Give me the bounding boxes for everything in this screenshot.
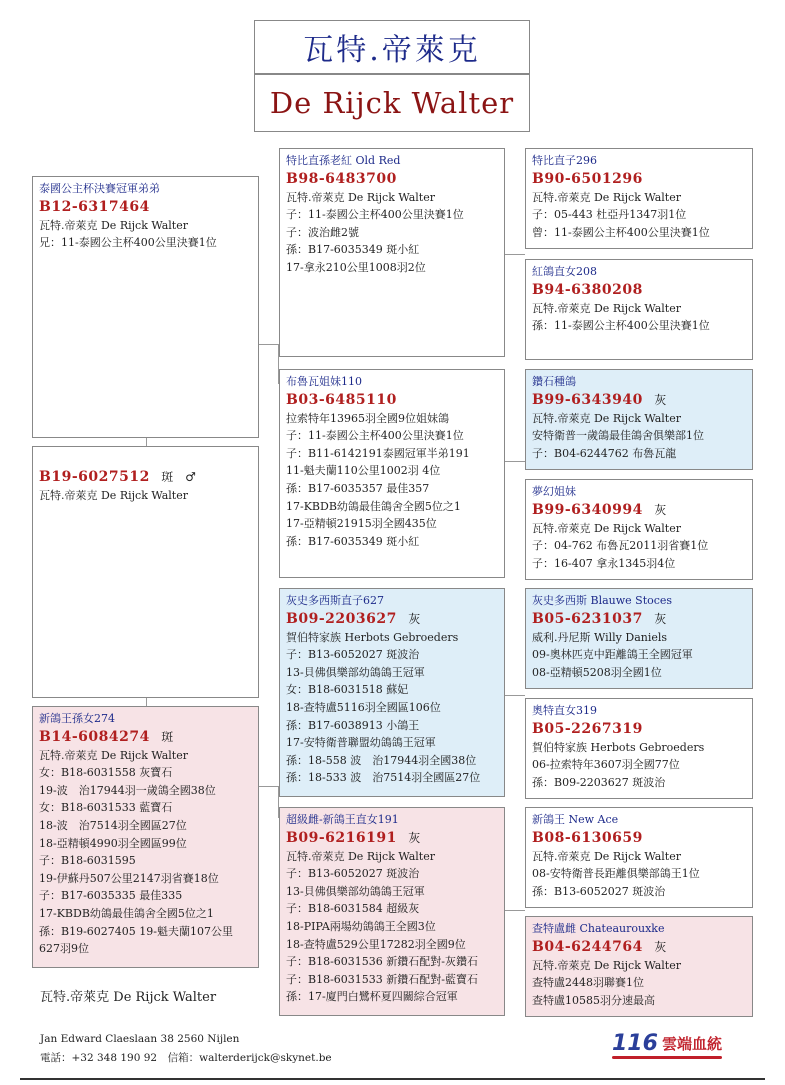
dd-line: 18-查特盧529公里17282羽全國9位: [286, 937, 466, 951]
dd-title: 超級雌-新鴿王直女191: [286, 813, 399, 826]
dsd-line: 孫：B09-2203627 斑波治: [532, 775, 666, 789]
ds-line: 孫：18-558 波 治17944羽全國38位: [286, 753, 477, 767]
dds-line: 瓦特.帝萊克 De Rijck Walter: [532, 849, 681, 863]
pedigree-sire-sire: [279, 148, 505, 357]
dd-ring-row: [286, 829, 498, 848]
sds-line: 瓦特.帝萊克 De Rijck Walter: [532, 411, 681, 425]
contact-info: 電話：+32 348 190 92 信箱：walterderijck@skynet.be: [40, 1052, 332, 1064]
dss-line: 威利.丹尼斯 Willy Daniels: [532, 630, 668, 644]
dd-line: 孫：17-廈門白鷺杯夏四關綜合冠軍: [286, 990, 458, 1004]
dam-line: 孫：B19-6027405 19-魁夫蘭107公里: [39, 924, 233, 938]
sds-ring: B99-6343940: [532, 391, 643, 408]
ds-ring: B09-2203627: [286, 610, 397, 627]
ddd-ring: B04-6244764: [532, 938, 643, 955]
ss-line: 子：波治雌2號: [286, 225, 359, 239]
ds-line: 13-貝佛俱樂部幼鴿鴿王冠軍: [286, 665, 425, 679]
pedigree-sss: [525, 148, 753, 249]
sd-line: 11-魁夫蘭110公里1002羽 4位: [286, 464, 441, 478]
dd-line: 瓦特.帝萊克 De Rijck Walter: [286, 849, 435, 863]
ss-line: 孫：B17-6035349 斑小紅: [286, 243, 420, 257]
owner-name: 瓦特.帝萊克 De Rijck Walter: [40, 990, 217, 1005]
dss-title: 灰史多西斯 Blauwe Stoces: [532, 594, 673, 607]
site-logo[interactable]: [612, 1028, 722, 1056]
connector-line: [259, 786, 279, 787]
dam-line: 627羽9位: [39, 942, 89, 956]
dss-ring: B05-6231037: [532, 610, 643, 627]
sdd-line: 子：04-762 布魯瓦2011羽省賽1位: [532, 539, 709, 553]
dss-ring-row: [532, 610, 746, 629]
sds-color: 灰: [654, 392, 667, 407]
pedigree-sire: [32, 176, 259, 438]
ds-color: 灰: [408, 611, 421, 626]
dam-line: 18-波 治7514羽全國區27位: [39, 818, 187, 832]
ds-line: 女：B18-6031518 蘇妃: [286, 683, 409, 697]
pedigree-dam-dam: [279, 807, 505, 1016]
pedigree-sds: [525, 369, 753, 470]
sdd-line: 瓦特.帝萊克 De Rijck Walter: [532, 521, 681, 535]
dss-color: 灰: [654, 611, 667, 626]
dam-line: 子：B18-6031595: [39, 854, 136, 868]
sdd-ring-row: [532, 501, 746, 520]
ddd-color: 灰: [654, 939, 667, 954]
ddd-ring-row: [532, 938, 746, 957]
pedigree-subject: [32, 446, 259, 698]
dds-title: 新鴿王 New Ace: [532, 813, 619, 826]
connector-line: [505, 695, 525, 696]
sss-line: 子：05-443 杜亞丹1347羽1位: [532, 208, 687, 222]
ds-line: 17-安特衛普聯盟幼鴿鴿王冠軍: [286, 736, 436, 750]
sd-line: 子：B11-6142191泰國冠軍半弟191: [286, 446, 470, 460]
dsd-ring: B05-2267319: [532, 720, 643, 737]
subject-color: 斑: [161, 470, 174, 484]
connector-line: [505, 461, 525, 462]
dd-line: 子：B18-6031536 新鑽石配對-灰鑽石: [286, 955, 478, 969]
sdd-color: 灰: [654, 502, 667, 517]
dss-line: 08-亞精頓5208羽全國1位: [532, 665, 662, 679]
divider: [20, 1078, 765, 1080]
dsd-line: 06-拉索特年3607羽全國77位: [532, 758, 680, 772]
ds-line: 18-查特盧5116羽全國區106位: [286, 700, 441, 714]
sds-title: 鑽石種鴿: [532, 375, 576, 388]
dam-line: 19-波 治17944羽一歲鴿全國38位: [39, 783, 216, 797]
sd-line: 子：11-泰國公主杯400公里決賽1位: [286, 429, 464, 443]
logo-number: 116: [612, 1031, 658, 1056]
sd-line: 17-KBDB幼鴿最佳鴿舍全國5位之1: [286, 499, 461, 513]
sd-line: 孫：B17-6035349 斑小紅: [286, 534, 420, 548]
ss-ring: B98-6483700: [286, 170, 397, 187]
pedigree-ssd: [525, 259, 753, 360]
ssd-title: 紅鴿直女208: [532, 265, 597, 278]
dd-line: 子：B18-6031584 超級灰: [286, 902, 420, 916]
ds-ring-row: [286, 610, 498, 629]
pedigree-sire-dam: [279, 369, 505, 578]
sd-line: 孫：B17-6035357 最佳357: [286, 481, 430, 495]
logo-swoosh-icon: [612, 1056, 722, 1059]
subject-line: 瓦特.帝萊克 De Rijck Walter: [39, 489, 188, 502]
pedigree-dam-sire: [279, 588, 505, 797]
sdd-line: 子：16-407 拿永1345羽4位: [532, 556, 676, 570]
sire-line: 兄：11-泰國公主杯400公里決賽1位: [39, 236, 217, 250]
ds-line: 子：B13-6052027 斑波治: [286, 648, 420, 662]
pedigree-ddd: [525, 916, 753, 1017]
dd-line: 18-PIPA兩場幼鴿鴿王全國3位: [286, 919, 436, 933]
address: Jan Edward Claeslaan 38 2560 Nijlen: [40, 1033, 240, 1045]
sdd-ring: B99-6340994: [532, 501, 643, 518]
sd-title: 布魯瓦姐妹110: [286, 375, 362, 388]
ds-line: 賀伯特家族 Herbots Gebroeders: [286, 630, 459, 644]
dd-ring: B09-6216191: [286, 829, 397, 846]
connector-line: [505, 910, 525, 911]
sds-line: 安特衛普一歲鴿最佳鴿舍俱樂部1位: [532, 429, 704, 443]
sdd-title: 夢幻姐妹: [532, 485, 576, 498]
sd-line: 17-亞精頓21915羽全國435位: [286, 517, 437, 531]
dam-ring-row: [39, 728, 252, 747]
dds-line: 孫：B13-6052027 斑波治: [532, 884, 666, 898]
dam-color: 斑: [161, 729, 174, 744]
sss-title: 特比直子296: [532, 154, 597, 167]
dam-line: 瓦特.帝萊克 De Rijck Walter: [39, 748, 188, 762]
sire-ring: B12-6317464: [39, 198, 150, 215]
sire-title: 泰國公主杯決賽冠軍弟弟: [39, 182, 160, 195]
dds-ring: B08-6130659: [532, 829, 643, 846]
subject-ring: B19-6027512: [39, 469, 150, 485]
connector-line: [146, 698, 147, 706]
dam-ring: B14-6084274: [39, 728, 150, 745]
ddd-line: 瓦特.帝萊克 De Rijck Walter: [532, 958, 681, 972]
sds-ring-row: [532, 391, 746, 410]
sire-line: 瓦特.帝萊克 De Rijck Walter: [39, 218, 188, 232]
male-icon: ♂: [185, 470, 197, 484]
pedigree-sdd: [525, 479, 753, 580]
sss-line: 瓦特.帝萊克 De Rijck Walter: [532, 190, 681, 204]
dam-line: 18-亞精頓4990羽全國區99位: [39, 836, 187, 850]
pedigree-dss: [525, 588, 753, 689]
dd-line: 13-貝佛俱樂部幼鴿鴿王冠軍: [286, 884, 425, 898]
connector-line: [259, 344, 279, 345]
logo-text: 雲端血統: [661, 1035, 722, 1053]
dsd-line: 賀伯特家族 Herbots Gebroeders: [532, 740, 705, 754]
dam-line: 子：B17-6035335 最佳335: [39, 889, 183, 903]
dss-line: 09-奧林匹克中距離鴿王全國冠軍: [532, 648, 693, 662]
sss-ring: B90-6501296: [532, 170, 643, 187]
subject-ring-row: [39, 468, 252, 487]
header-name-en: De Rijck Walter: [254, 74, 530, 132]
ss-line: 瓦特.帝萊克 De Rijck Walter: [286, 190, 435, 204]
ds-line: 孫：B17-6038913 小鴿王: [286, 718, 420, 732]
dam-line: 女：B18-6031533 藍寶石: [39, 801, 173, 815]
ddd-title: 查特盧雌 Chateaurouxke: [532, 922, 665, 935]
ssd-line: 孫：11-泰國公主杯400公里決賽1位: [532, 319, 710, 333]
dd-line: 子：B13-6052027 斑波治: [286, 867, 420, 881]
ddd-line: 查特盧10585羽分速最高: [532, 993, 655, 1007]
dam-line: 女：B18-6031558 灰寶石: [39, 766, 173, 780]
connector-line: [505, 254, 525, 255]
dsd-title: 奧特直女319: [532, 704, 597, 717]
sd-line: 拉索特年13965羽全國9位姐妹鴿: [286, 411, 449, 425]
ss-line: 17-拿永210公里1008羽2位: [286, 260, 426, 274]
dd-line: 子：B18-6031533 新鑽石配對-藍寶石: [286, 972, 478, 986]
sss-line: 曾：11-泰國公主杯400公里決賽1位: [532, 225, 710, 239]
dam-line: 17-KBDB幼鴿最佳鴿舍全國5位之1: [39, 906, 214, 920]
sds-line: 子：B04-6244762 布魯瓦龍: [532, 446, 677, 460]
ddd-line: 查特盧2448羽聯賽1位: [532, 976, 644, 990]
pedigree-dds: [525, 807, 753, 908]
dam-line: 19-伊蘇丹507公里2147羽省賽18位: [39, 871, 219, 885]
ssd-ring: B94-6380208: [532, 281, 643, 298]
header-name-cn: 瓦特.帝萊克: [254, 20, 530, 74]
dd-color: 灰: [408, 830, 421, 845]
ds-line: 孫：18-533 波 治7514羽全國區27位: [286, 771, 481, 785]
pedigree-dam: [32, 706, 259, 968]
dam-title: 新鴿王孫女274: [39, 712, 115, 725]
ssd-line: 瓦特.帝萊克 De Rijck Walter: [532, 301, 681, 315]
pedigree-dsd: [525, 698, 753, 799]
ds-title: 灰史多西斯直子627: [286, 594, 384, 607]
connector-line: [146, 438, 147, 446]
sd-ring: B03-6485110: [286, 391, 397, 408]
ss-title: 特比直孫老紅 Old Red: [286, 154, 401, 167]
dds-line: 08-安特衛普長距離俱樂部鴿王1位: [532, 867, 700, 881]
ss-line: 子：11-泰國公主杯400公里決賽1位: [286, 208, 464, 222]
